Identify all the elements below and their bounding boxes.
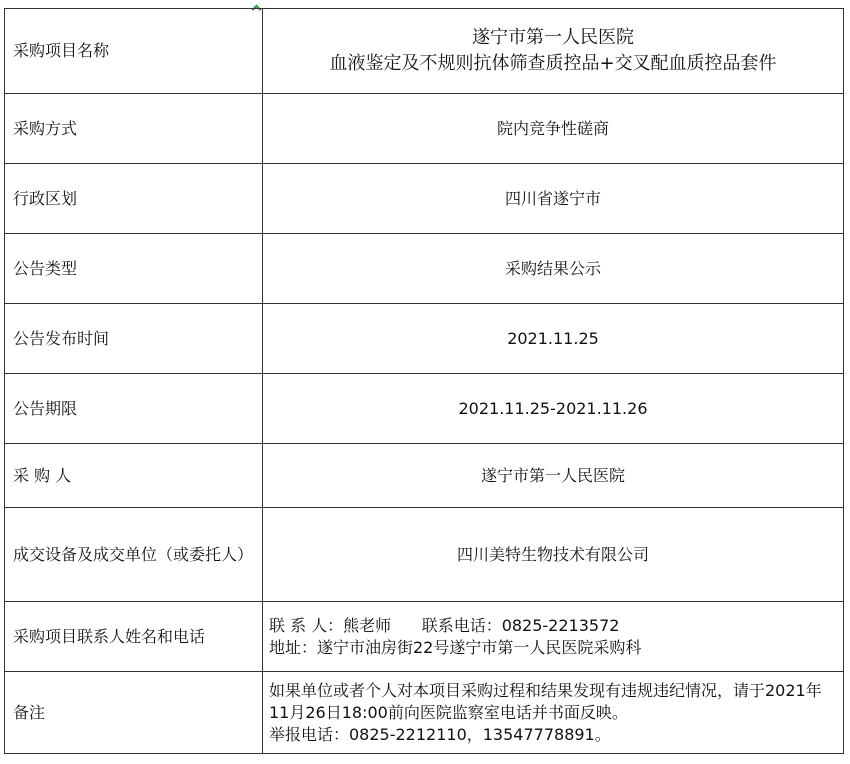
method-label: 采购方式 (5, 94, 263, 164)
purchaser-label: 采 购 人 (5, 444, 263, 508)
remarks-value (263, 672, 844, 754)
notice-type-value: 采购结果公示 (263, 234, 844, 304)
region-label: 行政区划 (5, 164, 263, 234)
winner-label: 成交设备及成交单位（或委托人） (5, 508, 263, 602)
contact-value (263, 602, 844, 672)
row-winner (5, 508, 844, 602)
remarks-text: 如果单位或者个人对本项目采购过程和结果发现有违规违纪情况，请于2021年11月26日18:00前向医院监察室电话并书面反映。 (269, 680, 822, 722)
region-value: 四川省遂宁市 (263, 164, 844, 234)
hospital-name: 遂宁市第一人民医院 (472, 27, 634, 48)
period-value: 2021.11.25-2021.11.26 (263, 374, 844, 444)
method-value: 院内竞争性磋商 (263, 94, 844, 164)
row-method (5, 94, 844, 164)
row-notice-type (5, 234, 844, 304)
row-project-name (5, 9, 844, 94)
project-name-value (263, 9, 844, 94)
notice-type-label: 公告类型 (5, 234, 263, 304)
remarks-label: 备注 (5, 672, 263, 754)
row-remarks (5, 672, 844, 754)
report-phone: 举报电话：0825-2212110，13547778891。 (269, 724, 611, 744)
row-publish-time (5, 304, 844, 374)
row-period (5, 374, 844, 444)
publish-time-label: 公告发布时间 (5, 304, 263, 374)
project-name-label: 采购项目名称 (5, 9, 263, 94)
purchaser-value: 遂宁市第一人民医院 (263, 444, 844, 508)
period-label: 公告期限 (5, 374, 263, 444)
procurement-result-table (4, 8, 844, 754)
contact-label: 采购项目联系人姓名和电话 (5, 602, 263, 672)
row-purchaser (5, 444, 844, 508)
publish-time-value: 2021.11.25 (263, 304, 844, 374)
contact-person-phone: 联 系 人：熊老师 联系电话：0825-2213572 (269, 615, 620, 635)
row-contact (5, 602, 844, 672)
project-title: 血液鉴定及不规则抗体筛查质控品+交叉配血质控品套件 (329, 53, 777, 74)
winner-value: 四川美特生物技术有限公司 (263, 508, 844, 602)
row-region (5, 164, 844, 234)
contact-address: 地址：遂宁市油房街22号遂宁市第一人民医院采购科 (269, 637, 642, 657)
